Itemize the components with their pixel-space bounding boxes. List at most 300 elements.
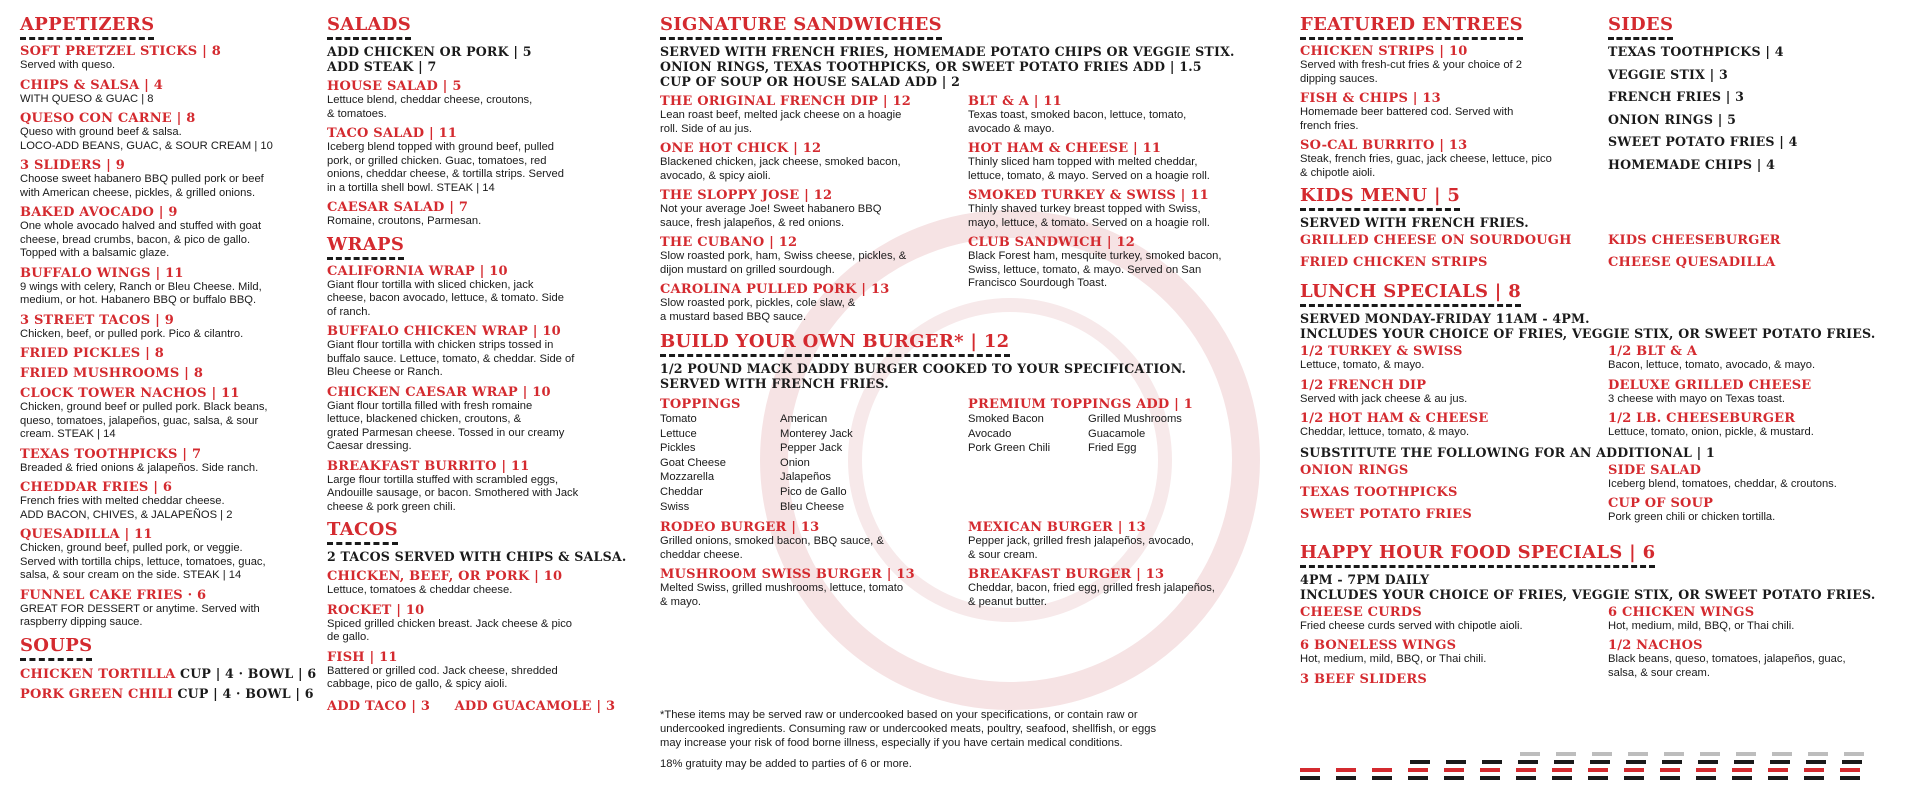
- appetizer-desc: medium, or hot. Habanero BBQ or buffalo BBQ.: [20, 294, 257, 306]
- wraps-list: [327, 264, 632, 515]
- wrap-desc: Caesar dressing.: [327, 440, 412, 452]
- decorative-dash: [1664, 752, 1684, 756]
- premium-list-a: [968, 412, 1088, 456]
- decorative-dash: [1516, 776, 1536, 780]
- salads-title: SALADS: [327, 14, 411, 40]
- lunch-item: [1300, 378, 1608, 407]
- topping: Pico de Gallo: [780, 485, 847, 498]
- decorative-dash: [1520, 752, 1540, 756]
- sandwich-name: THE CUBANO | 12: [660, 235, 798, 250]
- appetizer-name: TEXAS TOOTHPICKS | 7: [20, 446, 202, 462]
- happy-hour-name: 1/2 NACHOS: [1608, 638, 1703, 653]
- taco-desc: Battered or grilled cod. Jack cheese, shredded: [327, 664, 558, 677]
- lunch-name: DELUXE GRILLED CHEESE: [1608, 377, 1812, 393]
- salads-addon: ADD STEAK | 7: [327, 59, 437, 74]
- soups-title: SOUPS: [20, 635, 92, 661]
- appetizer-desc: cream. STEAK | 14: [20, 428, 116, 440]
- taco-desc: Lettuce, tomatoes & cheddar cheese.: [327, 584, 513, 596]
- lunch-item: [1300, 411, 1608, 440]
- sandwich-name: SMOKED TURKEY & SWISS | 11: [968, 188, 1209, 203]
- appetizer-name: CLOCK TOWER NACHOS | 11: [20, 386, 240, 401]
- burger-name: MEXICAN BURGER | 13: [968, 520, 1146, 536]
- topping: Pickles: [660, 442, 696, 455]
- appetizers-title: APPETIZERS: [20, 14, 154, 40]
- entree-desc: Homemade beer battered cod. Served with: [1300, 106, 1514, 118]
- entree-item: [1300, 138, 1608, 180]
- salads-addon: ADD CHICKEN OR PORK | 5: [327, 44, 532, 59]
- sides-title: SIDES: [1608, 14, 1673, 40]
- salad-desc: Iceberg blend topped with ground beef, pulled: [327, 141, 555, 153]
- appetizer-item: [20, 346, 320, 361]
- decorative-dash: [1772, 752, 1792, 756]
- decorative-dash: [1446, 760, 1466, 764]
- appetizer-name: QUESADILLA | 11: [20, 527, 153, 542]
- taco-name: ROCKET | 10: [327, 602, 425, 618]
- lunch-item: [1608, 378, 1898, 407]
- decorative-dash: [1372, 768, 1392, 772]
- lunch-name: 1/2 TURKEY & SWISS: [1300, 344, 1463, 359]
- premium-topping: Fried Egg: [1088, 442, 1137, 455]
- burger-desc: & peanut butter.: [968, 595, 1047, 608]
- lunch-desc: 3 cheese with mayo on Texas toast.: [1608, 392, 1786, 405]
- premium-topping: Avocado: [968, 427, 1012, 440]
- substitute-item: [1608, 496, 1898, 525]
- sandwich-desc: Thinly sliced ham topped with melted cheddar,: [968, 156, 1198, 168]
- decorative-dash: [1624, 768, 1644, 772]
- decorative-dash: [1588, 768, 1608, 772]
- entrees-title: FEATURED ENTREES: [1300, 14, 1523, 40]
- appetizer-desc: One whole avocado halved and stuffed with goat: [20, 220, 262, 232]
- appetizer-desc: Choose sweet habanero BBQ pulled pork or beef: [20, 173, 264, 185]
- burger-item: [660, 520, 968, 562]
- decorative-dash: [1482, 760, 1502, 764]
- decorative-dash: [1592, 752, 1612, 756]
- soup-name: CHICKEN TORTILLA: [20, 666, 176, 682]
- wrap-desc: Bleu Cheese or Ranch.: [327, 366, 443, 378]
- decorative-dash: [1444, 768, 1464, 772]
- wrap-name: CHICKEN CAESAR WRAP | 10: [327, 384, 551, 400]
- topping: Jalapeños: [780, 471, 832, 484]
- tacos-title: TACOS: [327, 519, 398, 545]
- side-item: SWEET POTATO FRIES | 4: [1608, 134, 1798, 149]
- decorative-dash: [1804, 776, 1824, 780]
- wrap-desc: Giant flour tortilla filled with fresh romaine: [327, 399, 533, 412]
- decorative-dash: [1410, 760, 1430, 764]
- sandwich-desc: roll. Side of au jus.: [660, 122, 753, 135]
- salad-item: [327, 126, 632, 195]
- decorative-dash: [1552, 768, 1572, 772]
- sides-block: [1608, 14, 1898, 185]
- lunch-left: [1300, 344, 1608, 445]
- sandwiches-intro-line: CUP OF SOUP OR HOUSE SALAD ADD | 2: [660, 74, 961, 89]
- appetizer-desc: cheese, bread crumbs, bacon, & pico de gallo.: [20, 233, 251, 246]
- decorative-dash: [1736, 752, 1756, 756]
- sandwich-desc: mayo, lettuce, & tomato. Served on a hoagie roll.: [968, 216, 1210, 229]
- decorative-dash: [1732, 768, 1752, 772]
- happy-hour-name: 6 BONELESS WINGS: [1300, 638, 1457, 653]
- salad-item: [327, 79, 632, 121]
- happy-hour-item: [1608, 638, 1898, 680]
- happy-right: [1608, 605, 1898, 692]
- appetizer-item: [20, 205, 320, 261]
- entree-item: [1300, 44, 1608, 86]
- decorative-dash: [1480, 768, 1500, 772]
- sandwich-item: [968, 94, 1278, 136]
- burger-item: [968, 567, 1278, 609]
- sandwich-desc: dijon mustard on grilled sourdough.: [660, 263, 835, 276]
- topping: Monterey Jack: [780, 427, 853, 440]
- appetizer-desc: Topped with a balsamic glaze.: [20, 247, 170, 259]
- substitute-item: TEXAS TOOTHPICKS: [1300, 484, 1458, 500]
- entree-name: FISH & CHIPS | 13: [1300, 91, 1441, 106]
- sandwich-desc: sauce, fresh jalapeños, & red onions.: [660, 216, 845, 229]
- wrap-name: BUFFALO CHICKEN WRAP | 10: [327, 324, 561, 339]
- lunch-right: [1608, 344, 1898, 445]
- appetizer-item: [20, 158, 320, 200]
- wrap-item: [327, 385, 632, 454]
- decorative-dash: [1662, 760, 1682, 764]
- salad-desc: pork, or grilled chicken. Guac, tomatoes, red: [327, 154, 547, 167]
- decorative-dash: [1806, 760, 1826, 764]
- appetizer-desc: LOCO-ADD BEANS, GUAC, & SOUR CREAM | 10: [20, 139, 273, 152]
- premium-topping: Pork Green Chili: [968, 442, 1051, 455]
- appetizer-desc: Chicken, ground beef, pulled pork, or veggie.: [20, 542, 243, 554]
- sandwich-item: [660, 282, 968, 324]
- sandwich-item: [660, 94, 968, 136]
- sandwich-name: THE ORIGINAL FRENCH DIP | 12: [660, 94, 912, 109]
- entrees-list: [1300, 44, 1608, 180]
- appetizer-item: [20, 266, 320, 308]
- appetizer-item: [20, 44, 320, 73]
- sandwich-desc: Swiss, lettuce, tomato, & mayo. Served on San: [968, 263, 1202, 276]
- burger-item: [660, 567, 968, 609]
- wraps-title: WRAPS: [327, 234, 404, 260]
- burger-name: BREAKFAST BURGER | 13: [968, 567, 1165, 583]
- kids-title: KIDS MENU | 5: [1300, 185, 1460, 211]
- sandwich-desc: lettuce, tomato, & mayo. Served on a hoagie roll.: [968, 169, 1210, 182]
- decorative-dash: [1556, 752, 1576, 756]
- entrees-block: [1300, 14, 1608, 185]
- lunch-desc: Lettuce, tomato, & mayo.: [1300, 359, 1425, 371]
- side-item: VEGGIE STIX | 3: [1608, 66, 1728, 82]
- topping: Lettuce: [660, 427, 697, 440]
- taco-item: [327, 650, 632, 692]
- burger-title: BUILD YOUR OWN BURGER* | 12: [660, 331, 1010, 357]
- burger-name: MUSHROOM SWISS BURGER | 13: [660, 567, 915, 583]
- side-item: FRENCH FRIES | 3: [1608, 89, 1745, 104]
- kids-right: [1608, 233, 1898, 277]
- lunch-name: 1/2 BLT & A: [1608, 344, 1698, 359]
- appetizer-desc: raspberry dipping sauce.: [20, 616, 143, 628]
- sandwiches-intro-line: ONION RINGS, TEXAS TOOTHPICKS, OR SWEET POTATO FRIES ADD | 1.5: [660, 59, 1202, 74]
- wrap-desc: Giant flour tortilla with sliced chicken, jack: [327, 278, 534, 291]
- appetizers-list: [20, 44, 320, 630]
- decorative-dash-border: [1300, 752, 1866, 782]
- decorative-dash: [1408, 776, 1428, 780]
- entree-desc: Served with fresh-cut fries & your choice of 2: [1300, 59, 1522, 71]
- topping: Pepper Jack: [780, 442, 843, 455]
- appetizer-desc: 9 wings with celery, Ranch or Bleu Cheese. Mild,: [20, 280, 262, 293]
- sandwich-item: [968, 188, 1278, 230]
- decorative-dash: [1840, 776, 1860, 780]
- sandwiches-intro-line: SERVED WITH FRENCH FRIES, HOMEMADE POTATO CHIPS OR VEGGIE STIX.: [660, 44, 1235, 59]
- sandwich-name: HOT HAM & CHEESE | 11: [968, 141, 1162, 156]
- sandwiches-intro: [660, 44, 1285, 89]
- burger-desc: & sour cream.: [968, 548, 1038, 561]
- wrap-name: CALIFORNIA WRAP | 10: [327, 263, 508, 279]
- sides-list: [1608, 44, 1898, 172]
- appetizer-desc: with American cheese, pickles, & grilled onions.: [20, 186, 256, 199]
- kids-item: GRILLED CHEESE ON SOURDOUGH: [1300, 233, 1572, 248]
- lunch-intro: SERVED MONDAY-FRIDAY 11AM - 4PM.: [1300, 311, 1590, 326]
- salad-item: [327, 200, 632, 229]
- appetizer-name: FUNNEL CAKE FRIES · 6: [20, 587, 207, 603]
- happy-hour-desc: Hot, medium, mild, BBQ, or Thai chili.: [1608, 619, 1795, 632]
- toppings-block: [660, 397, 968, 514]
- burger-desc: cheddar cheese.: [660, 548, 743, 561]
- taco-name: FISH | 11: [327, 649, 398, 665]
- wrap-item: [327, 264, 632, 320]
- appetizer-item: [20, 366, 320, 381]
- lunch-name: 1/2 FRENCH DIP: [1300, 377, 1427, 393]
- wrap-desc: Giant flour tortilla with chicken strips tossed in: [327, 339, 554, 351]
- lunch-name: 1/2 HOT HAM & CHEESE: [1300, 411, 1489, 426]
- topping: Bleu Cheese: [780, 500, 845, 513]
- lunch-intro: INCLUDES YOUR CHOICE OF FRIES, VEGGIE STIX, OR SWEET POTATO FRIES.: [1300, 326, 1876, 341]
- sandwich-desc: a mustard based BBQ sauce.: [660, 310, 807, 323]
- decorative-dash: [1804, 768, 1824, 772]
- decorative-dash: [1700, 752, 1720, 756]
- kids-intro: SERVED WITH FRENCH FRIES.: [1300, 215, 1529, 230]
- topping: Onion: [780, 456, 810, 469]
- decorative-dash: [1770, 760, 1790, 764]
- wrap-desc: cheese, bacon avocado, lettuce, & tomato. Side: [327, 292, 564, 304]
- lunch-item: [1608, 411, 1898, 440]
- wrap-desc: Andouille sausage, or bacon. Smothered with Jack: [327, 487, 579, 499]
- wrap-desc: grated Parmesan cheese. Tossed in our creamy: [327, 426, 565, 439]
- lunch-item: [1300, 344, 1608, 373]
- entree-item: [1300, 91, 1608, 133]
- toppings-list-a: [660, 412, 780, 514]
- wrap-item: [327, 324, 632, 380]
- salad-name: HOUSE SALAD | 5: [327, 79, 462, 94]
- topping: Tomato: [660, 413, 697, 425]
- decorative-dash: [1408, 768, 1428, 772]
- decorative-dash: [1336, 776, 1356, 780]
- wrap-desc: of ranch.: [327, 305, 371, 318]
- salad-name: TACO SALAD | 11: [327, 126, 458, 141]
- sandwich-item: [660, 235, 968, 277]
- soup-name: PORK GREEN CHILI: [20, 686, 173, 702]
- decorative-dash: [1660, 768, 1680, 772]
- disclaimer-line: undercooked ingredients. Consuming raw or undercooked meats, poultry, seafood, shellfish, or eggs: [660, 723, 1157, 735]
- sandwich-desc: Black Forest ham, mesquite turkey, smoked bacon,: [968, 250, 1222, 262]
- decorative-dash: [1840, 768, 1860, 772]
- burger-intro: 1/2 POUND MACK DADDY BURGER COOKED TO YOUR SPECIFICATION.: [660, 361, 1187, 376]
- side-item: ONION RINGS | 5: [1608, 111, 1737, 127]
- disclaimer-line: *These items may be served raw or undercooked based on your specifications, or contain raw or: [660, 709, 1138, 721]
- happy-hour-desc: Fried cheese curds served with chipotle aioli.: [1300, 619, 1523, 632]
- happy-hour-desc: Black beans, queso, tomatoes, jalapeños, guac,: [1608, 653, 1846, 665]
- decorative-dash: [1372, 776, 1392, 780]
- entree-desc: & chipotle aioli.: [1300, 166, 1376, 179]
- happy-hour-item: [1300, 638, 1608, 667]
- sandwich-desc: Francisco Sourdough Toast.: [968, 277, 1108, 289]
- taco-item: [327, 603, 632, 645]
- happy-hour-desc: Hot, medium, mild, BBQ, or Thai chili.: [1300, 653, 1487, 665]
- footnotes: [660, 708, 1285, 771]
- burger-desc: Pepper jack, grilled fresh jalapeños, avocado,: [968, 535, 1194, 548]
- premium-toppings-title: PREMIUM TOPPINGS ADD | 1: [968, 397, 1194, 412]
- side-item: TEXAS TOOTHPICKS | 4: [1608, 44, 1784, 59]
- appetizer-desc: Breaded & fried onions & jalapeños. Side ranch.: [20, 461, 259, 474]
- appetizer-item: [20, 78, 320, 107]
- topping: Mozzarella: [660, 471, 715, 484]
- salad-name: CAESAR SALAD | 7: [327, 200, 469, 215]
- appetizer-item: [20, 386, 320, 442]
- appetizer-desc: French fries with melted cheddar cheese.: [20, 495, 225, 507]
- happy-hour-name: CHEESE CURDS: [1300, 604, 1422, 620]
- lunch-desc: Bacon, lettuce, tomato, avocado, & mayo.: [1608, 359, 1816, 371]
- column-salads-wraps-tacos: [327, 14, 632, 715]
- sandwich-item: [968, 141, 1278, 183]
- burger-name: RODEO BURGER | 13: [660, 520, 820, 536]
- sandwiches-right: [968, 94, 1278, 329]
- kids-left: [1300, 233, 1608, 277]
- column-entrees-specials: [1300, 14, 1900, 692]
- happy-hour-item: [1300, 605, 1608, 634]
- sandwich-desc: Lean roast beef, melted jack cheese on a hoagie: [660, 109, 902, 121]
- substitute-item: SWEET POTATO FRIES: [1300, 506, 1472, 522]
- column-sandwiches-burgers: [660, 14, 1285, 770]
- burgers-left: [660, 520, 968, 614]
- salad-desc: Romaine, croutons, Parmesan.: [327, 215, 482, 227]
- wrap-desc: Large flour tortilla stuffed with scrambled eggs,: [327, 473, 559, 486]
- salad-desc: in a tortilla shell bowl. STEAK | 14: [327, 181, 495, 194]
- appetizer-item: [20, 447, 320, 476]
- sandwich-name: CAROLINA PULLED PORK | 13: [660, 282, 890, 297]
- wrap-desc: buffalo sauce. Lettuce, tomato, & cheddar. Side of: [327, 352, 575, 365]
- decorative-dash: [1300, 776, 1320, 780]
- topping: Cheddar: [660, 485, 703, 498]
- decorative-dash: [1480, 776, 1500, 780]
- kids-item: FRIED CHICKEN STRIPS: [1300, 255, 1488, 270]
- appetizer-name: CHEDDAR FRIES | 6: [20, 480, 173, 495]
- appetizer-name: QUESO CON CARNE | 8: [20, 111, 196, 126]
- burger-desc: Melted Swiss, grilled mushrooms, lettuce, tomato: [660, 582, 904, 595]
- lunch-desc: Cheddar, lettuce, tomato, & mayo.: [1300, 426, 1470, 438]
- happy-hour-intro: INCLUDES YOUR CHOICE OF FRIES, VEGGIE STIX, OR SWEET POTATO FRIES.: [1300, 586, 1876, 602]
- decorative-dash: [1696, 776, 1716, 780]
- happy-hour-intro: 4PM - 7PM DAILY: [1300, 571, 1430, 587]
- sandwich-name: THE SLOPPY JOSE | 12: [660, 188, 833, 203]
- decorative-dash: [1516, 768, 1536, 772]
- burgers-right: [968, 520, 1278, 614]
- burger-item: [968, 520, 1278, 562]
- sandwich-desc: Texas toast, smoked bacon, lettuce, tomato,: [968, 109, 1187, 121]
- substitute-desc: Pork green chili or chicken tortilla.: [1608, 511, 1776, 523]
- burger-desc: & mayo.: [660, 595, 702, 608]
- decorative-dash: [1808, 752, 1828, 756]
- sandwich-name: CLUB SANDWICH | 12: [968, 235, 1136, 250]
- appetizer-desc: WITH QUESO & GUAC | 8: [20, 92, 154, 105]
- lunch-item: [1608, 344, 1898, 373]
- wrap-desc: cheese & pork green chili.: [327, 500, 456, 513]
- burger-intro: SERVED WITH FRENCH FRIES.: [660, 376, 889, 391]
- decorative-dash: [1768, 768, 1788, 772]
- substitute-left: [1300, 463, 1608, 530]
- premium-list-b: [1088, 412, 1268, 456]
- appetizer-name: FRIED PICKLES | 8: [20, 346, 164, 361]
- wrap-desc: lettuce, blackened chicken, croutons, &: [327, 413, 522, 425]
- lunch-name: 1/2 LB. CHEESEBURGER: [1608, 411, 1796, 426]
- appetizer-item: [20, 480, 320, 522]
- sandwich-name: ONE HOT CHICK | 12: [660, 141, 822, 156]
- add-guacamole: ADD GUACAMOLE | 3: [454, 698, 616, 714]
- appetizer-desc: GREAT FOR DESSERT or anytime. Served with: [20, 602, 260, 615]
- appetizer-name: 3 STREET TACOS | 9: [20, 312, 174, 328]
- topping: Goat Cheese: [660, 456, 726, 469]
- appetizer-item: [20, 111, 320, 153]
- decorative-dash: [1552, 776, 1572, 780]
- entree-name: CHICKEN STRIPS | 10: [1300, 44, 1468, 59]
- sandwiches-left: [660, 94, 968, 329]
- decorative-dash: [1624, 776, 1644, 780]
- salad-desc: Lettuce blend, cheddar cheese, croutons,: [327, 94, 533, 106]
- appetizer-desc: ADD BACON, CHIVES, & JALAPEÑOS | 2: [20, 508, 233, 521]
- disclaimer-line: may increase your risk of food borne illness, especially if you have certain medical conditions.: [660, 737, 1123, 749]
- happy-left: [1300, 605, 1608, 692]
- toppings-title: TOPPINGS: [660, 397, 741, 412]
- decorative-dash: [1660, 776, 1680, 780]
- sandwich-desc: Slow roasted pork, pickles, cole slaw, &: [660, 297, 856, 309]
- entree-desc: Steak, french fries, guac, jack cheese, lettuce, pico: [1300, 153, 1552, 165]
- sandwich-desc: avocado & mayo.: [968, 122, 1055, 135]
- salad-desc: & tomatoes.: [327, 107, 387, 120]
- salads-list: [327, 79, 632, 229]
- soup-price: CUP | 4 · BOWL | 6: [180, 665, 317, 681]
- salad-desc: onions, cheddar cheese, & tortilla strips. Served: [327, 168, 564, 180]
- appetizer-name: BUFFALO WINGS | 11: [20, 265, 184, 281]
- sandwich-item: [660, 141, 968, 183]
- sandwich-desc: Not your average Joe! Sweet habanero BBQ: [660, 203, 882, 215]
- decorative-dash: [1698, 760, 1718, 764]
- appetizer-item: [20, 588, 320, 630]
- kids-item: KIDS CHEESEBURGER: [1608, 233, 1781, 248]
- appetizer-desc: Served with queso.: [20, 59, 116, 71]
- decorative-dash: [1844, 752, 1864, 756]
- topping: Swiss: [660, 500, 690, 513]
- decorative-dash: [1626, 760, 1646, 764]
- sandwich-desc: Slow roasted pork, ham, Swiss cheese, pickles, &: [660, 250, 907, 262]
- taco-name: CHICKEN, BEEF, OR PORK | 10: [327, 569, 563, 584]
- appetizer-desc: salsa, & sour cream on the side. STEAK | 14: [20, 569, 242, 581]
- decorative-dash: [1588, 776, 1608, 780]
- happy-hour-item: [1608, 605, 1898, 634]
- decorative-dash: [1696, 768, 1716, 772]
- soup-list: [20, 665, 320, 703]
- taco-desc: cabbage, pico de gallo, & spicy aioli.: [327, 678, 508, 690]
- sandwich-name: BLT & A | 11: [968, 94, 1062, 109]
- taco-desc: de gallo.: [327, 631, 370, 643]
- decorative-dash: [1518, 760, 1538, 764]
- premium-topping: Guacamole: [1088, 427, 1146, 440]
- appetizer-desc: Chicken, beef, or pulled pork. Pico & cilantro.: [20, 327, 244, 340]
- appetizer-name: FRIED MUSHROOMS | 8: [20, 366, 204, 381]
- happy-hour-name: 6 CHICKEN WINGS: [1608, 604, 1755, 620]
- appetizer-name: CHIPS & SALSA | 4: [20, 77, 163, 93]
- decorative-dash: [1590, 760, 1610, 764]
